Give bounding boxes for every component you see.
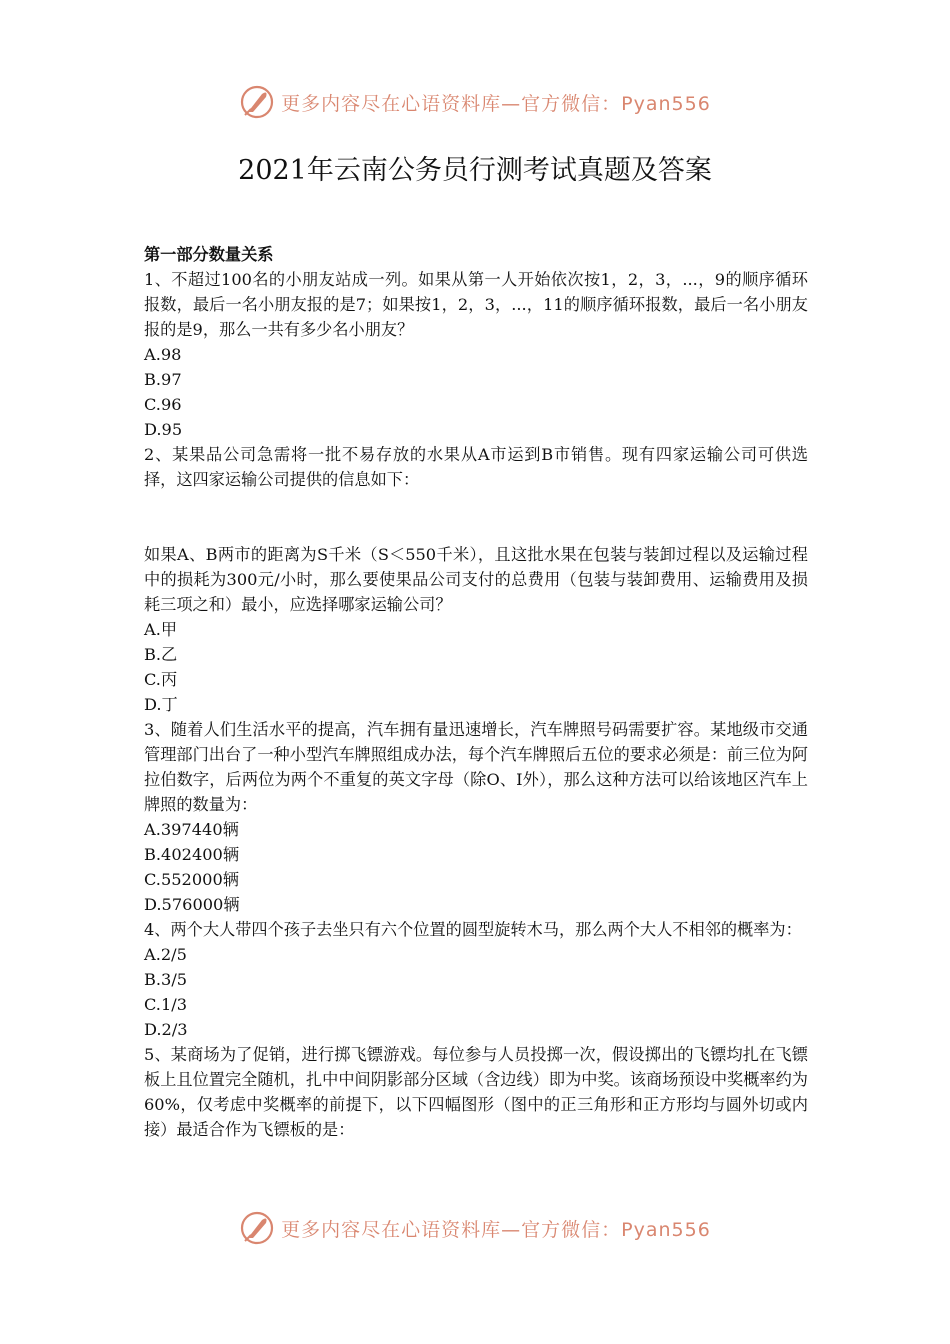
question-3-stem: 3、随着人们生活水平的提高，汽车拥有量迅速增长，汽车牌照号码需要扩容。某地级市交通管理部门出台了一种小型汽车牌照组成办法，每个汽车牌照后五位的要求必须是：前三位为阿拉伯数字，后两位为两个不重复的英文字母（除O、I外），那么这种方法可以给该地区汽车上牌照的数量为： bbox=[144, 720, 808, 814]
banner-text: 更多内容尽在心语资料库—官方微信：Pyan556 bbox=[281, 1218, 711, 1241]
question-4-stem: 4、两个大人带四个孩子去坐只有六个位置的圆型旋转木马，那么两个大人不相邻的概率为： bbox=[144, 920, 802, 939]
quill-logo-icon bbox=[239, 84, 275, 120]
page-title: 2021年云南公务员行测考试真题及答案 bbox=[238, 155, 712, 186]
question-1-option-c: C.96 bbox=[144, 395, 182, 414]
question-1-option-b: B.97 bbox=[144, 370, 182, 389]
question-2-stem: 2、某果品公司急需将一批不易存放的水果从A市运到B市销售。现有四家运输公司可供选择，这四家运输公司提供的信息如下： bbox=[144, 445, 808, 489]
quill-logo-icon bbox=[239, 1210, 275, 1246]
question-1-stem: 1、不超过100名的小朋友站成一列。如果从第一人开始依次按1，2，3，...，9的顺序循环报数，最后一名小朋友报的是7；如果按1，2，3，...，11的顺序循环报数，最后一名小朋友报的是9，那么一共有多少名小朋友？ bbox=[144, 270, 808, 339]
question-4-option-b: B.3/5 bbox=[144, 970, 188, 989]
question-4-option-a: A.2/5 bbox=[144, 945, 187, 964]
question-3-option-b: B.402400辆 bbox=[144, 845, 240, 864]
question-5-stem: 5、某商场为了促销，进行掷飞镖游戏。每位参与人员投掷一次，假设掷出的飞镖均扎在飞镖板上且位置完全随机，扎中中间阴影部分区域（含边线）即为中奖。该商场预设中奖概率约为60%，仅考虑中奖概率的前提下，以下四幅图形（图中的正三角形和正方形均与圆外切或内接）最适合作为飞镖板的是： bbox=[144, 1045, 808, 1139]
question-2-option-b: B.乙 bbox=[144, 645, 178, 664]
banner-text: 更多内容尽在心语资料库—官方微信：Pyan556 bbox=[281, 92, 711, 115]
question-2-option-c: C.丙 bbox=[144, 670, 178, 689]
header-banner bbox=[0, 82, 950, 122]
question-2-stem-continued: 如果A、B两市的距离为S千米（S＜550千米），且这批水果在包装与装卸过程以及运输过程中的损耗为300元/小时，那么要使果品公司支付的总费用（包装与装卸费用、运输费用及损耗三项之和）最小，应选择哪家运输公司？ bbox=[144, 545, 808, 614]
question-1-option-d: D.95 bbox=[144, 420, 183, 439]
section-title: 第一部分数量关系 bbox=[144, 245, 274, 264]
question-3-option-a: A.397440辆 bbox=[144, 820, 239, 839]
question-3-option-c: C.552000辆 bbox=[144, 870, 239, 889]
footer-banner bbox=[0, 1208, 950, 1248]
question-4-option-c: C.1/3 bbox=[144, 995, 188, 1014]
question-1-option-a: A.98 bbox=[144, 345, 182, 364]
question-3-option-d: D.576000辆 bbox=[144, 895, 240, 914]
question-4-option-d: D.2/3 bbox=[144, 1020, 188, 1039]
question-2-option-d: D.丁 bbox=[144, 695, 178, 714]
missing-table-space bbox=[144, 492, 808, 542]
document-body bbox=[144, 242, 808, 1142]
question-2-option-a: A.甲 bbox=[144, 620, 178, 639]
